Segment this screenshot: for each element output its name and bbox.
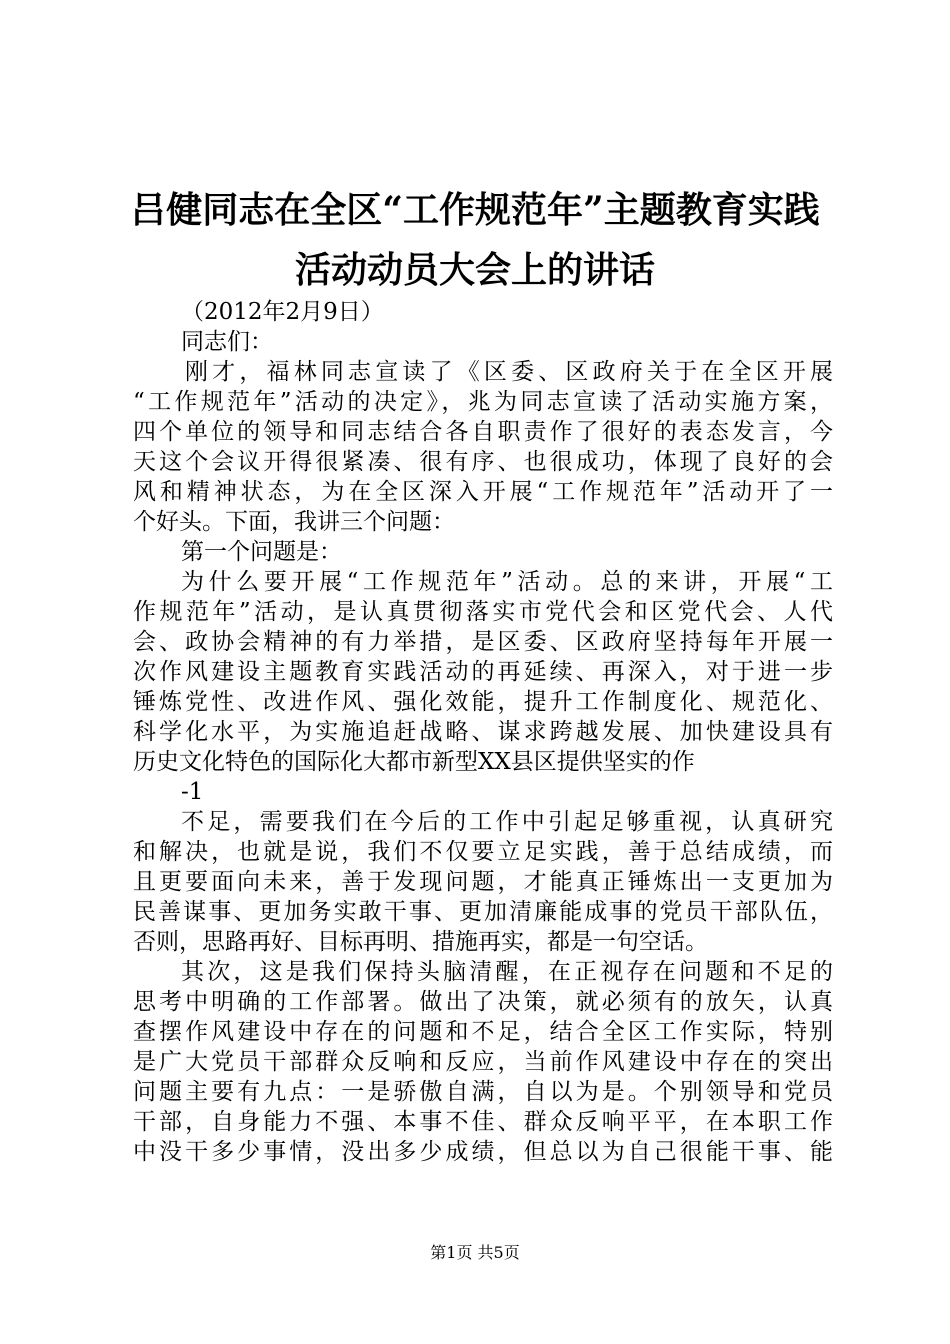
paragraph-line: 和解决，也就是说，我们不仅要立足实践，善于总结成绩，而 (133, 839, 833, 865)
document-title-line-1: 吕健同志在全区“工作规范年”主题教育实践 (130, 189, 820, 231)
paragraph-line: 刚才，福林同志宣读了《区委、区政府关于在全区开展 (185, 359, 833, 385)
paragraph-line: 天这个会议开得很紧凑、很有序、也很成功，体现了良好的会 (133, 449, 833, 475)
paragraph-line: 个好头。下面，我讲三个问题： (133, 509, 455, 535)
salutation: 同志们： (181, 329, 273, 355)
paragraph-line: 查摆作风建设中存在的问题和不足，结合全区工作实际，特别 (133, 1019, 833, 1045)
inline-page-marker: -1 (181, 779, 204, 805)
paragraph-line: 不足，需要我们在今后的工作中引起足够重视，认真研究 (181, 809, 833, 835)
paragraph-line: 问题主要有九点：一是骄傲自满，自以为是。个别领导和党员 (133, 1079, 833, 1105)
page-footer: 第1页 共5页 (430, 1243, 520, 1262)
paragraph-line: 且更要面向未来，善于发现问题，才能真正锤炼出一支更加为 (133, 869, 833, 895)
paragraph-line: 作规范年”活动，是认真贯彻落实市党代会和区党代会、人代 (133, 599, 833, 625)
paragraph-line: 是广大党员干部群众反响和反应，当前作风建设中存在的突出 (133, 1049, 833, 1075)
paragraph-line: 为什么要开展“工作规范年”活动。总的来讲，开展“工 (181, 569, 833, 595)
paragraph-line: 会、政协会精神的有力举措，是区委、区政府坚持每年开展一 (133, 629, 833, 655)
paragraph-line: 四个单位的领导和同志结合各自职责作了很好的表态发言，今 (133, 419, 833, 445)
document-body (133, 297, 833, 1167)
paragraph-line: 科学化水平，为实施追赶战略、谋求跨越发展、加快建设具有 (133, 719, 833, 745)
speech-date: （2012年2月9日） (181, 299, 384, 325)
section-heading: 第一个问题是： (181, 539, 342, 565)
document-title-line-2: 活动动员大会上的讲话 (294, 249, 655, 291)
paragraph-line: 锤炼党性、改进作风、强化效能，提升工作制度化、规范化、 (133, 689, 833, 715)
paragraph-line: 否则，思路再好、目标再明、措施再实，都是一句空话。 (133, 929, 708, 955)
paragraph-line: “工作规范年”活动的决定》，兆为同志宣读了活动实施方案， (133, 389, 833, 415)
paragraph-line: 历史文化特色的国际化大都市新型XX县区提供坚实的作 (133, 749, 695, 775)
paragraph-line: 次作风建设主题教育实践活动的再延续、再深入，对于进一步 (133, 659, 833, 685)
paragraph-line: 风和精神状态，为在全区深入开展“工作规范年”活动开了一 (133, 479, 833, 505)
paragraph-line: 干部，自身能力不强、本事不佳、群众反响平平，在本职工作 (133, 1109, 833, 1135)
paragraph-line: 其次，这是我们保持头脑清醒，在正视存在问题和不足的 (181, 959, 833, 985)
paragraph-line: 中没干多少事情，没出多少成绩，但总以为自己很能干事、能 (133, 1139, 833, 1165)
paragraph-line: 思考中明确的工作部署。做出了决策，就必须有的放矢，认真 (133, 989, 833, 1015)
paragraph-line: 民善谋事、更加务实敢干事、更加清廉能成事的党员干部队伍， (133, 899, 833, 925)
